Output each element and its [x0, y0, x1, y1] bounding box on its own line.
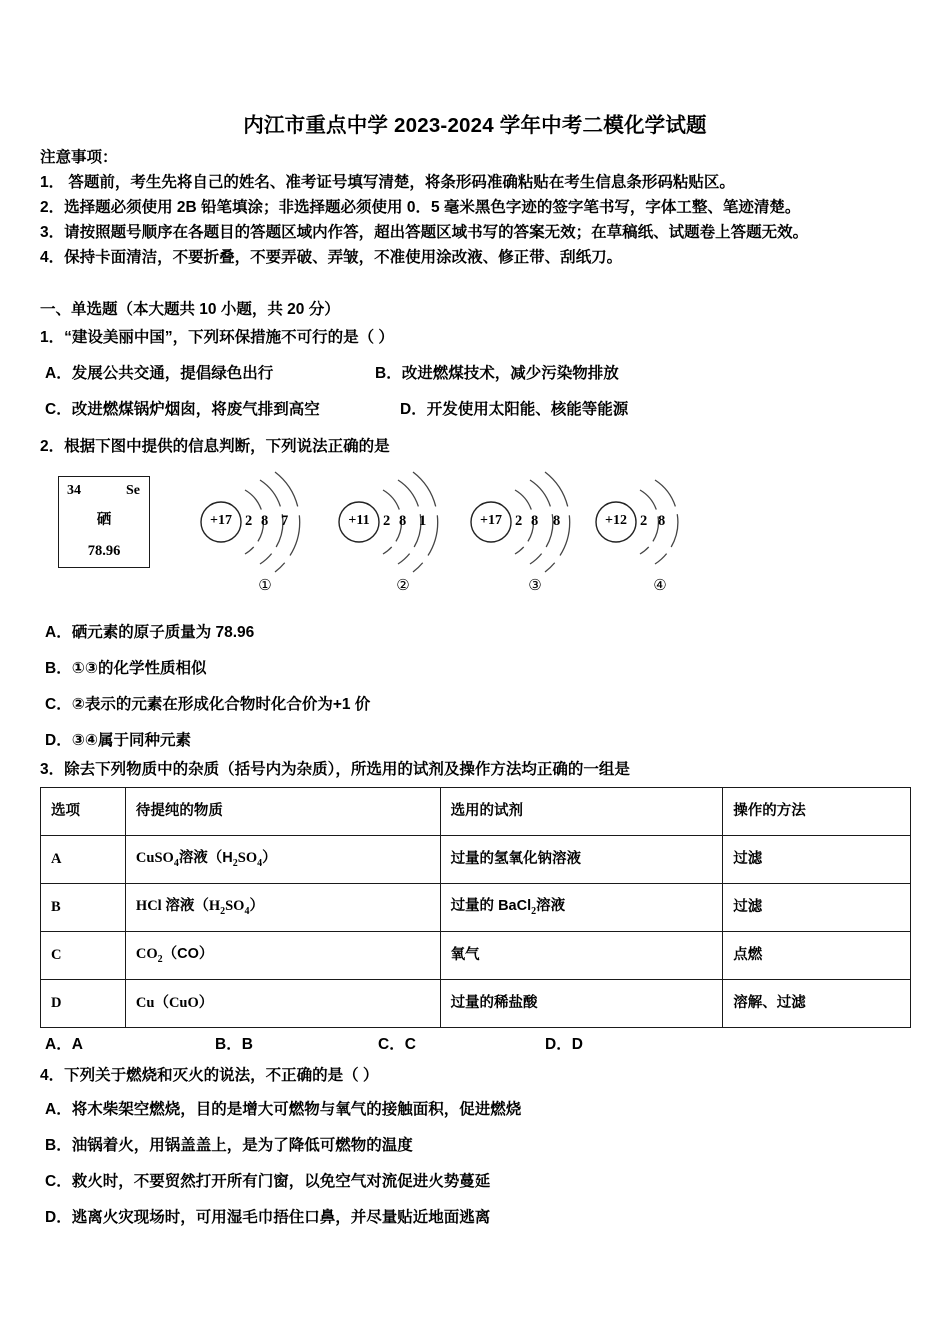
row-c-reagent: 氧气 — [440, 932, 723, 980]
table-header-method: 操作的方法 — [723, 788, 911, 836]
row-c-method: 点燃 — [723, 932, 911, 980]
page-title: 内江市重点中学 2023-2024 学年中考二模化学试题 — [243, 114, 707, 137]
row-b-method: 过滤 — [723, 884, 911, 932]
atomic-mass: 78.96 — [87, 543, 121, 559]
atom-2-charge: +11 — [348, 513, 370, 528]
row-d-substance: Cu（CuO） — [125, 980, 440, 1028]
atom-1-shell-2: 8 — [261, 513, 269, 529]
question-1-option-c: C．改进燃煤锅炉烟囱，将废气排到高空 — [45, 401, 320, 418]
atomic-number: 34 — [67, 483, 81, 498]
question-4-option-a: A．将木柴架空燃烧，目的是增大可燃物与氧气的接触面积，促进燃烧 — [45, 1101, 522, 1118]
atom-1-shell-3: 7 — [281, 513, 289, 529]
atom-4-shell-2: 8 — [658, 513, 666, 529]
row-b-reagent: 过量的 BaCl$_2$溶液 — [440, 884, 723, 932]
atom-diagram-4 — [585, 470, 735, 594]
element-symbol: Se — [126, 483, 140, 498]
notice-heading: 注意事项： — [40, 149, 118, 166]
notice-item-3: 3．请按照题号顺序在各题目的答题区域内作答，超出答题区域书写的答案无效；在草稿纸、试题卷上答题无效。 — [40, 224, 809, 241]
atom-3-shell-1: 2 — [515, 513, 523, 529]
atom-3-charge: +17 — [480, 513, 502, 528]
atom-2-label: ② — [396, 576, 410, 594]
atom-1-label: ① — [258, 576, 272, 594]
question-1-option-a: A．发展公共交通，提倡绿色出行 — [45, 365, 274, 382]
atom-3-label: ③ — [528, 576, 542, 594]
question-1-stem: 1．“建设美丽中国”，下列环保措施不可行的是（ ） — [40, 329, 394, 346]
atom-1-charge: +17 — [210, 513, 232, 528]
question-3-option-d: D．D — [545, 1036, 583, 1053]
table-row — [41, 932, 911, 980]
atom-4-shell-1: 2 — [640, 513, 648, 529]
atom-diagram-2 — [328, 470, 478, 594]
atom-4-label: ④ — [653, 576, 667, 594]
row-b-substance: HCl 溶液$(H_2SO_4)$ — [125, 884, 440, 932]
row-c-substance: $CO_2(CO)$ — [125, 932, 440, 980]
element-name-zh: 硒 — [96, 512, 112, 528]
question-4-option-b: B．油锅着火，用锅盖盖上，是为了降低可燃物的温度 — [45, 1137, 413, 1154]
notice-item-1: 1． 答题前，考生先将自己的姓名、准考证号填写清楚，将条形码准确粘贴在考生信息条形码粘贴区。 — [40, 174, 735, 191]
atom-2-shell-3: 1 — [419, 513, 427, 529]
row-a-method: 过滤 — [723, 836, 911, 884]
table-row — [41, 884, 911, 932]
notice-item-4: 4．保持卡面清洁，不要折叠，不要弄破、弄皱，不准使用涂改液、修正带、刮纸刀。 — [40, 249, 623, 266]
row-c-option: C — [41, 932, 126, 980]
question-3-option-b: B．B — [215, 1036, 253, 1053]
question-2-option-a: A．硒元素的原子质量为 78.96 — [45, 624, 255, 641]
atom-3-shell-3: 8 — [553, 513, 561, 529]
row-b-option: B — [41, 884, 126, 932]
table-header-reagent: 选用的试剂 — [440, 788, 723, 836]
row-d-method: 溶解、过滤 — [723, 980, 911, 1028]
row-a-reagent: 过量的氢氧化钠溶液 — [440, 836, 723, 884]
question-3-option-c: C．C — [378, 1036, 416, 1053]
question-4-stem: 4．下列关于燃烧和灭火的说法，不正确的是（ ） — [40, 1067, 379, 1084]
question-1-option-d: D．开发使用太阳能、核能等能源 — [400, 401, 629, 418]
notice-block — [40, 145, 920, 270]
table-header-option: 选项 — [41, 788, 126, 836]
purification-table — [40, 787, 911, 1028]
question-4-option-c: C．救火时，不要贸然打开所有门窗，以免空气对流促进火势蔓延 — [45, 1173, 491, 1190]
row-d-reagent: 过量的稀盐酸 — [440, 980, 723, 1028]
atom-4-charge: +12 — [605, 513, 627, 528]
question-3-option-a: A．A — [45, 1036, 83, 1053]
question-1-option-b: B．改进燃煤技术，减少污染物排放 — [375, 365, 619, 382]
row-a-substance: CuSO$_4$溶液$(H_2SO_4)$ — [125, 836, 440, 884]
question-3-stem: 3．除去下列物质中的杂质（括号内为杂质），所选用的试剂及操作方法均正确的一组是 — [40, 761, 630, 778]
row-a-option: A — [41, 836, 126, 884]
atom-2-shell-1: 2 — [383, 513, 391, 529]
notice-item-2: 2．选择题必须使用 2B 铅笔填涂；非选择题必须使用 0．5 毫米黑色字迹的签字笔书写，字体工整、笔迹清楚。 — [40, 199, 801, 216]
question-2-option-c: C．②表示的元素在形成化合物时化合价为+1 价 — [45, 696, 371, 713]
table-header-substance: 待提纯的物质 — [125, 788, 440, 836]
periodic-table-cell — [58, 476, 150, 568]
atom-2-shell-2: 8 — [399, 513, 407, 529]
question-2-option-b: B．①③的化学性质相似 — [45, 660, 207, 677]
atom-1-shell-1: 2 — [245, 513, 253, 529]
question-2-stem: 2．根据下图中提供的信息判断，下列说法正确的是 — [40, 438, 390, 455]
question-4-option-d: D．逃离火灾现场时，可用湿毛巾捂住口鼻，并尽量贴近地面逃离 — [45, 1209, 491, 1226]
table-row — [41, 836, 911, 884]
question-2-option-d: D．③④属于同种元素 — [45, 732, 191, 749]
atom-3-shell-2: 8 — [531, 513, 539, 529]
row-d-option: D — [41, 980, 126, 1028]
table-row — [41, 980, 911, 1028]
table-header-row — [41, 788, 911, 836]
section-heading: 一、单选题（本大题共 10 小题，共 20 分） — [40, 301, 340, 318]
question-2-figure — [40, 462, 920, 607]
atom-diagram-1 — [190, 470, 340, 594]
